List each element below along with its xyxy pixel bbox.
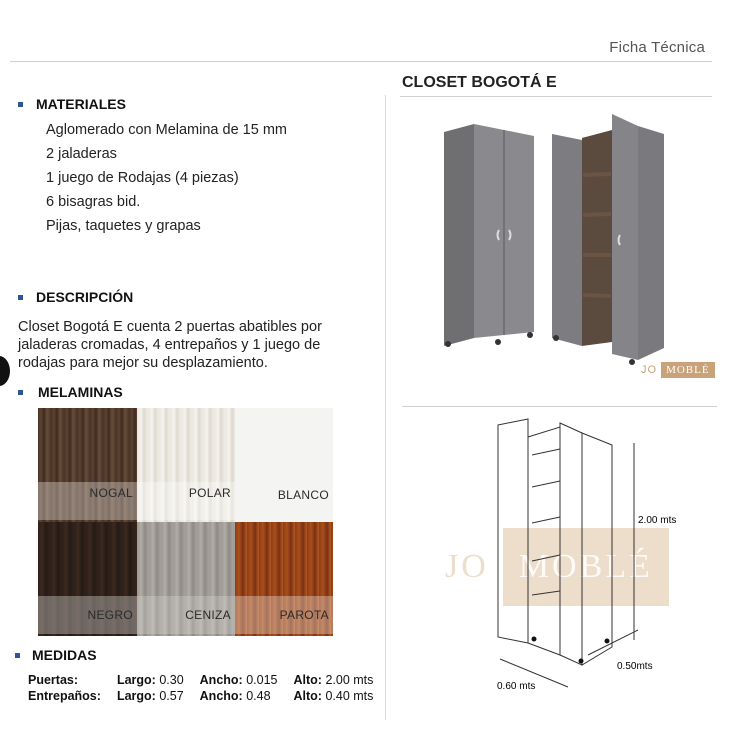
row-label: Entrepaños:	[28, 689, 101, 703]
swatch-label: NEGRO	[87, 608, 133, 622]
medidas-table	[28, 672, 373, 704]
open-door-right	[612, 114, 638, 360]
list-item: Aglomerado con Melamina de 15 mm	[46, 122, 287, 138]
open-door-left	[552, 134, 582, 346]
document-header-title: Ficha Técnica	[609, 39, 705, 56]
descripcion-text: Closet Bogotá E cuenta 2 puertas abatibles por jaladeras cromadas, 4 entrepaños y 1 juego de rodajas para mejor su desplazamiento.	[18, 319, 322, 371]
swatch-ceniza	[137, 522, 235, 636]
swatch-nogal	[38, 408, 137, 522]
ancho-cell: Ancho: 0.48	[199, 689, 271, 703]
jo-moble-logo: JO MOBLÉ	[641, 360, 715, 380]
image-divider	[402, 406, 717, 407]
bullet-icon	[18, 295, 23, 300]
swatch-label: PAROTA	[279, 608, 329, 622]
bullet-icon	[18, 102, 23, 107]
swatch-label: CENIZA	[185, 608, 231, 622]
list-item: Pijas, taquetes y grapas	[46, 218, 201, 234]
medidas-heading: MEDIDAS	[15, 647, 97, 663]
column-divider	[385, 95, 386, 720]
descripcion-heading: DESCRIPCIÓN	[18, 289, 133, 305]
materiales-list	[46, 118, 287, 238]
swatch-polar	[137, 408, 235, 522]
depth-label: 0.50mts	[617, 661, 653, 672]
width-label: 0.60 mts	[497, 681, 536, 692]
diagram-left-door	[498, 419, 528, 643]
melaminas-heading: MELAMINAS	[18, 384, 123, 400]
row-label: Puertas:	[28, 673, 79, 687]
swatch-label: POLAR	[188, 486, 231, 500]
jo-moble-watermark: JO MOBLÉ	[445, 528, 669, 606]
materiales-heading: MATERIALES	[18, 96, 126, 112]
melamina-swatch-grid	[38, 408, 333, 636]
swatch-negro	[38, 522, 137, 636]
list-item: 6 bisagras bid.	[46, 194, 141, 210]
list-item: 2 jaladeras	[46, 146, 117, 162]
product-photo	[402, 110, 717, 388]
swatch-blanco	[235, 408, 333, 522]
title-divider	[400, 96, 712, 97]
swatch-parota	[235, 522, 333, 636]
diagram-right-door	[560, 423, 582, 665]
bullet-icon	[18, 390, 23, 395]
alto-cell: Alto: 0.40 mts	[293, 689, 374, 703]
table-row	[28, 688, 373, 704]
closet-interior	[582, 130, 612, 346]
page-marker-dot	[0, 356, 10, 386]
largo-cell: Largo: 0.30	[116, 673, 184, 687]
swatch-label: BLANCO	[277, 488, 329, 502]
height-label: 2.00 mts	[638, 515, 677, 526]
list-item: 1 juego de Rodajas (4 piezas)	[46, 170, 239, 186]
alto-cell: Alto: 2.00 mts	[293, 673, 374, 687]
swatch-label: NOGAL	[89, 486, 133, 500]
header-divider	[10, 61, 712, 62]
table-row	[28, 672, 373, 688]
bullet-icon	[15, 653, 20, 658]
ancho-cell: Ancho: 0.015	[199, 673, 278, 687]
dimension-diagram	[470, 415, 720, 705]
closet-side	[444, 124, 474, 346]
product-title: CLOSET BOGOTÁ E	[402, 74, 557, 91]
largo-cell: Largo: 0.57	[116, 689, 184, 703]
